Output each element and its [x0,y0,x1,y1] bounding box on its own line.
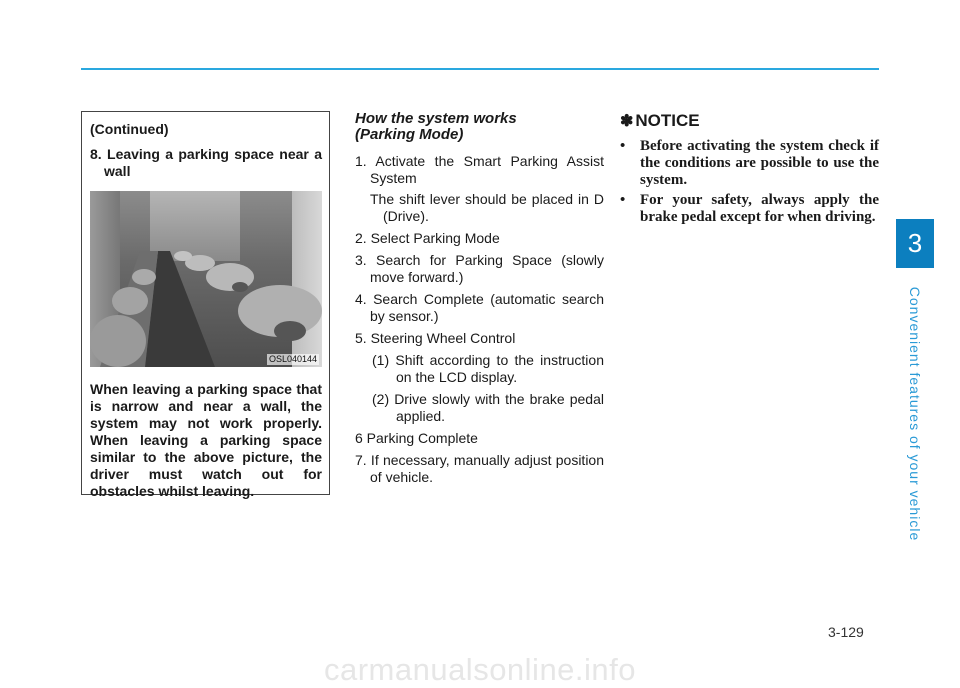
chapter-tab [896,219,934,268]
chapter-number: 3 [907,228,923,258]
caution-box [81,111,330,499]
notice-title-text: NOTICE [635,111,700,130]
notice-column [620,111,879,229]
notice-bullet-2 [620,192,879,226]
step-5: 5. Steering Wheel Control [355,330,516,346]
step-1: 1. Activate the Smart Parking Assist System [355,153,604,186]
bullet-dot: • [620,138,626,154]
caution-item: 8. Leaving a parking space near a wall [90,146,322,179]
heading-line-1: How the system works [355,110,517,127]
step-6: 6 Parking Complete [355,430,478,446]
parking-photo [90,191,322,367]
section-heading [355,111,604,143]
caution-warning: When leaving a parking space that is narrow and near a wall, the system may not work properly. When leaving a parking space similar to the above picture, the driver must watch out for obstacles whilst leaving. [90,381,322,499]
step-1-note: The shift lever should be placed in D (Drive). [370,191,604,224]
photo-code: OSL040144 [268,354,317,364]
step-7: 7. If necessary, manually adjust position of vehicle. [355,452,604,485]
notice-bullet-text: For your safety, always apply the brake pedal except for when driving. [640,192,879,225]
notice-bullet-1 [620,138,879,189]
step-4: 4. Search Complete (automatic search by sensor.) [355,291,604,324]
substep-2: (2) Drive slowly with the brake pedal applied. [372,391,604,424]
step-2: 2. Select Parking Mode [355,230,500,246]
photo-scene [90,191,322,367]
notice-title [620,111,879,131]
top-rule [81,68,879,70]
page-number: 3-129 [828,624,864,640]
heading-line-2: (Parking Mode) [355,126,464,143]
step-3: 3. Search for Parking Space (slowly move forward.) [355,252,604,285]
main-column [355,111,604,491]
watermark[interactable]: carmanualsonline.info [323,652,637,687]
continued-label: (Continued) [90,121,169,137]
chapter-title: Convenient features of your vehicle [907,286,923,542]
substep-1: (1) Shift according to the instruction on the LCD display. [372,352,604,385]
notice-bullet-text: Before activating the system check if the conditions are possible to use the system. [640,138,879,188]
bullet-dot: • [620,192,626,208]
x-mark-icon: ✽ [620,113,634,130]
